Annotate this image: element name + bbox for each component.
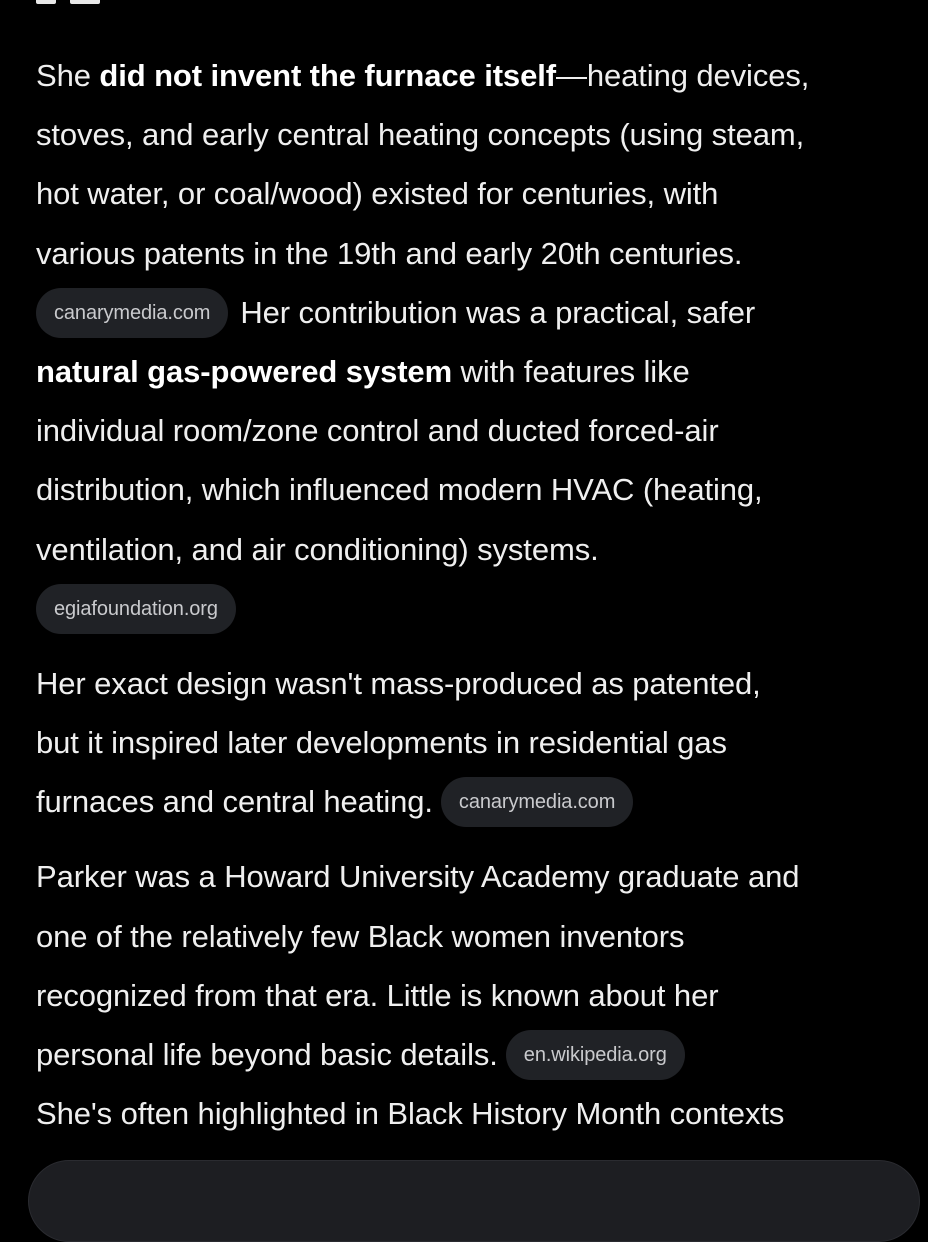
text-line: but it inspired later developments in residential gas xyxy=(36,725,727,761)
text-line: hot water, or coal/wood) existed for centuries, with xyxy=(36,176,719,212)
source-chip-canarymedia[interactable]: canarymedia.com xyxy=(441,777,633,827)
text-line: personal life beyond basic details. en.wikipedia.org xyxy=(36,1025,916,1084)
text-line: recognized from that era. Little is known about her xyxy=(36,977,719,1013)
text-line: various patents in the 19th and early 20th centuries. xyxy=(36,235,743,271)
source-chip-canarymedia[interactable]: canarymedia.com xyxy=(36,288,228,338)
paragraph-design xyxy=(36,654,916,832)
paragraph-invention xyxy=(36,46,916,638)
message-input-box[interactable] xyxy=(28,1160,920,1242)
text-line: Parker was a Howard University Academy graduate and xyxy=(36,859,800,895)
text-line: canarymedia.com Her contribution was a practical, safer xyxy=(36,283,916,342)
text-line: furnaces and central heating. canarymedia.com xyxy=(36,772,916,831)
source-chip-wikipedia[interactable]: en.wikipedia.org xyxy=(506,1030,685,1080)
text-line: Her exact design wasn't mass-produced as patented, xyxy=(36,665,761,701)
text-line: ventilation, and air conditioning) systems. xyxy=(36,531,599,567)
text-line: She did not invent the furnace itself—heating devices, xyxy=(36,58,810,93)
clipped-heading-fragment xyxy=(0,0,928,14)
text-line: natural gas-powered system with features like xyxy=(36,353,690,389)
chip-line xyxy=(36,579,916,638)
text-line: stoves, and early central heating concepts (using steam, xyxy=(36,117,805,153)
text-line: distribution, which influenced modern HVAC (heating, xyxy=(36,472,763,508)
bold-phrase: natural gas-powered system xyxy=(36,353,453,389)
bold-phrase: did not invent the furnace itself xyxy=(99,58,556,93)
text-line: one of the relatively few Black women inventors xyxy=(36,918,685,954)
text-line: individual room/zone control and ducted forced-air xyxy=(36,413,719,449)
source-chip-egiafoundation[interactable]: egiafoundation.org xyxy=(36,584,236,634)
paragraph-biography xyxy=(36,847,916,1143)
text-line: She's often highlighted in Black History Month contexts xyxy=(36,1096,785,1132)
response-content xyxy=(36,46,916,1143)
